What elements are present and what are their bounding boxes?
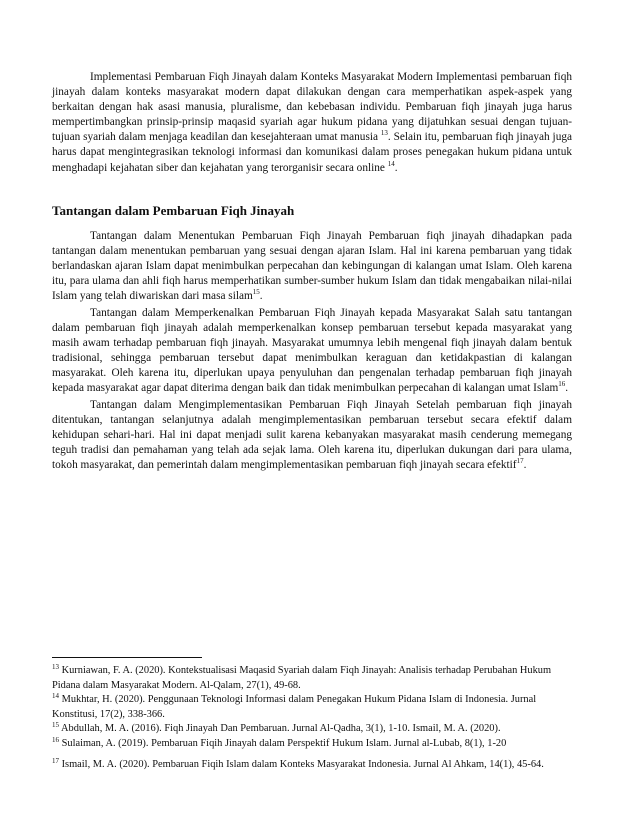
footnotes [52, 664, 572, 772]
paragraph-text: Tantangan dalam Mengimplementasikan Pembaruan Fiqh Jinayah Setelah pembaruan fiqh jinayah ditentukan, tantangan selanjutnya adalah mengimplementasikan pembaruan tersebut secara efektif dalam kehidupan sehari-hari. Hal ini dapat menjadi sulit karena kebanyakan masyarakat masih cenderung memegang teguh tradisi dan pemahaman yang telah ada sejak lama. Oleh karena itu, diperlukan dukungan dari para ulama, tokoh masyarakat, dan pemerintah dalam mengimplementasikan pembaruan fiqh jinayah secara efektif [52, 399, 572, 472]
footnote-text: Mukhtar, H. (2020). Penggunaan Teknologi Informasi dalam Penegakan Hukum Pidana Islam di Indonesia. Jurnal Konstitusi, 17(2), 338-366. [52, 694, 537, 720]
footnote-16 [52, 737, 572, 752]
paragraph-text: Tantangan dalam Memperkenalkan Pembaruan Fiqh Jinayah kepada Masyarakat Salah satu tantangan dalam pembaruan fiqh jinayah adalah memperkenalkan konsep pembaruan tersebut kepada masyarakat yang masih awam terhadap pembaruan fiqh jinayah. Masyarakat umumnya lebih mengenal fiqh jinayah dalam bentuk tradisional, sehingga pembaruan tersebut dapat menimbulkan keraguan dan ketidakpastian di kalangan masyarakat. Oleh karena itu, diperlukan upaya penyuluhan dan pengenalan terhadap pembaruan fiqh jinayah kepada masyarakat agar dapat diterima dengan baik dan tidak menimbulkan perpecahan di kalangan umat Islam [52, 307, 572, 395]
paragraph-text: Implementasi Pembaruan Fiqh Jinayah dalam Konteks Masyarakat Modern Implementasi pembaruan fiqh jinayah dalam konteks masyarakat modern dapat dilakukan dengan cara memperhatikan aspek-aspek yang berkaitan dengan hak asasi manusia, pluralisme, dan kebebasan individu. Pembaruan fiqh jinayah juga harus mempertimbangkan prinsip-prinsip maqasid syariah agar hukum pidana yang dijatuhkan sesuai dengan tujuan-tujuan syariah dalam menjaga keadilan dan kesejahteraan umat manusia [52, 71, 572, 144]
paragraph-menentukan [52, 229, 572, 304]
footnote-ref-16: 16 [558, 380, 566, 389]
paragraph-text: . [523, 459, 527, 472]
section-heading: Tantangan dalam Pembaruan Fiqh Jinayah [52, 203, 295, 218]
paragraph-text: Tantangan dalam Menentukan Pembaruan Fiqh Jinayah Pembaruan fiqh jinayah dihadapkan pada tantangan dalam menentukan pembaruan yang sesuai dengan ajaran Islam. Hal ini karena pembaruan yang tidak berlandaskan ajaran Islam dapat menimbulkan perpecahan dan kebingungan di kalangan umat Islam. Oleh karena itu, para ulama dan ahli fiqh harus memperhatikan sumber-sumber hukum Islam dan tidak mengabaikan nilai-nilai Islam yang telah diwariskan dari masa silam [52, 230, 572, 303]
footnote-text: Sulaiman, A. (2019). Pembaruan Fiqih Jinayah dalam Perspektif Hukum Islam. Jurnal al-Lubab, 8(1), 1-20 [59, 737, 507, 749]
footnote-ref-17: 17 [516, 457, 524, 466]
footnote-ref-14: 14 [387, 159, 395, 168]
footnote-number: 17 [52, 756, 59, 765]
footnote-number: 16 [52, 735, 59, 744]
paragraph-text: . Selain itu, pembaruan fiqh jinayah juga harus dapat mengintegrasikan teknologi informasi dan komunikasi dalam proses penegakan hukum pidana untuk menghadapi kejahatan siber dan kejahatan yang terorganisir secara online [52, 131, 573, 174]
paragraph-text: . [394, 161, 398, 174]
footnote-15 [52, 722, 572, 737]
footnote-text: Ismail, M. A. (2020). Pembaruan Fiqih Islam dalam Konteks Masyarakat Indonesia. Jurnal Al Ahkam, 14(1), 45-64. [59, 758, 544, 770]
footnote-ref-15: 15 [252, 288, 260, 297]
footnote-text: Abdullah, M. A. (2016). Fiqh Jinayah Dan Pembaruan. Jurnal Al-Qadha, 3(1), 1-10. Ismail, M. A. (2020). [59, 723, 501, 735]
footnote-ref-13: 13 [380, 129, 388, 138]
footnote-number: 14 [52, 692, 59, 701]
footnote-separator [52, 657, 202, 658]
paragraph-text: . [259, 290, 263, 303]
paragraph-mengimplementasikan [52, 398, 572, 473]
paragraph-memperkenalkan [52, 306, 572, 397]
paragraph-text: . [565, 382, 569, 395]
footnote-text: Kurniawan, F. A. (2020). Kontekstualisasi Maqasid Syariah dalam Fiqh Jinayah: Analisis terhadap Perubahan Hukum Pidana dalam Masyarakat Modern. Al-Qalam, 27(1), 49-68. [52, 665, 552, 691]
footnote-13 [52, 664, 572, 693]
footnote-17 [52, 758, 572, 773]
paragraph-implementasi [52, 70, 572, 176]
footnote-number: 15 [52, 721, 59, 730]
footnote-number: 13 [52, 663, 59, 671]
footnote-14 [52, 693, 572, 722]
